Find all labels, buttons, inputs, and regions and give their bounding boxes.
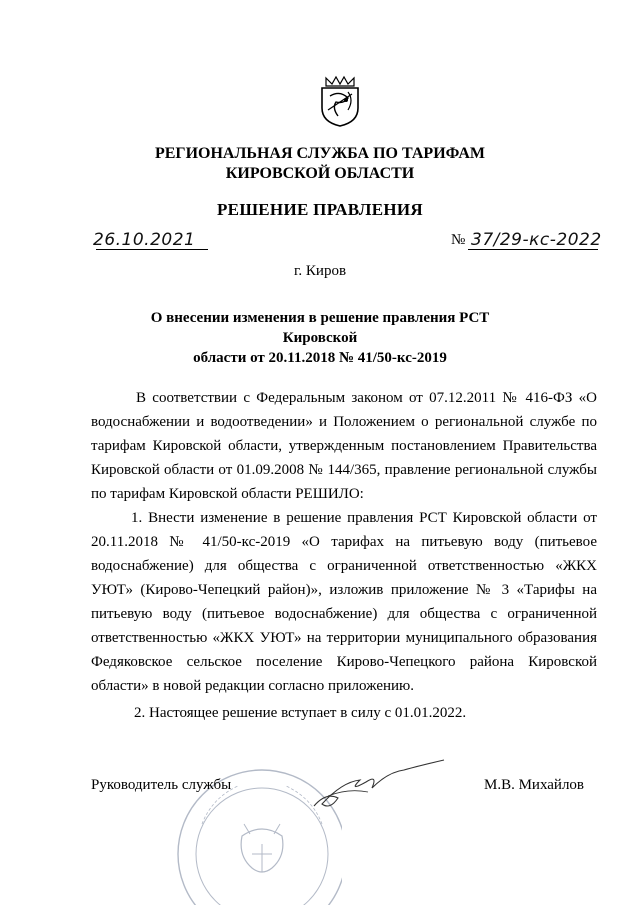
org-name-line2: КИРОВСКОЙ ОБЛАСТИ: [225, 165, 415, 182]
decision-body: [91, 386, 597, 725]
decision-date: 26.10.2021: [93, 230, 196, 250]
signer-name: М.В. Михайлов: [484, 777, 585, 793]
subject-line2: области от 20.11.2018 № 41/50-кс-2019: [193, 350, 447, 366]
decision-number: 37/29-кс-2022: [471, 230, 602, 250]
item-1-paragraph: 1. Внести изменение в решение правления РСТ Кировской области от 20.11.2018 № 41/50-кс-2019 «О тарифах на питьевую воду (питьевое водоснабжение) для общества с ограниченной ответственностью «ЖКХ УЮТ» (Кирово-Чепецкий район)», изложив приложение № 3 «Тарифы на питьевую воду (питьевое водоснабжение) для общества с ограниченной ответственностью «ЖКХ УЮТ» на территории муниципального образования Федяковское сельское поселение Кирово-Чепецкого района Кировской области» в новой редакции согласно приложению.: [91, 510, 597, 694]
city: г. Киров: [293, 263, 347, 279]
org-name-line1: РЕГИОНАЛЬНАЯ СЛУЖБА ПО ТАРИФАМ: [154, 145, 486, 162]
subject-line1: О внесении изменения в решение правления РСТ Кировской: [150, 310, 490, 346]
coat-of-arms-icon: [318, 74, 362, 128]
intro-paragraph: В соответствии с Федеральным законом от 07.12.2011 № 416-ФЗ «О водоснабжении и водоотведении» и Положением о региональной службе по тарифам Кировской области, утвержденным постановлением Правительства Кировской области от 01.09.2008 № 144/365, правление региональной службы по тарифам Кировской области РЕШИЛО:: [91, 390, 597, 502]
document-type-heading: РЕШЕНИЕ ПРАВЛЕНИЯ: [217, 200, 423, 219]
signer-position: Руководитель службы: [91, 777, 232, 793]
decision-subject: [130, 308, 510, 368]
handwritten-signature: [308, 752, 448, 818]
date-underline: [96, 249, 208, 250]
item-2-paragraph: 2. Настоящее решение вступает в силу с 01.01.2022.: [134, 705, 467, 721]
number-underline: [468, 249, 598, 250]
number-sign: №: [451, 232, 466, 248]
